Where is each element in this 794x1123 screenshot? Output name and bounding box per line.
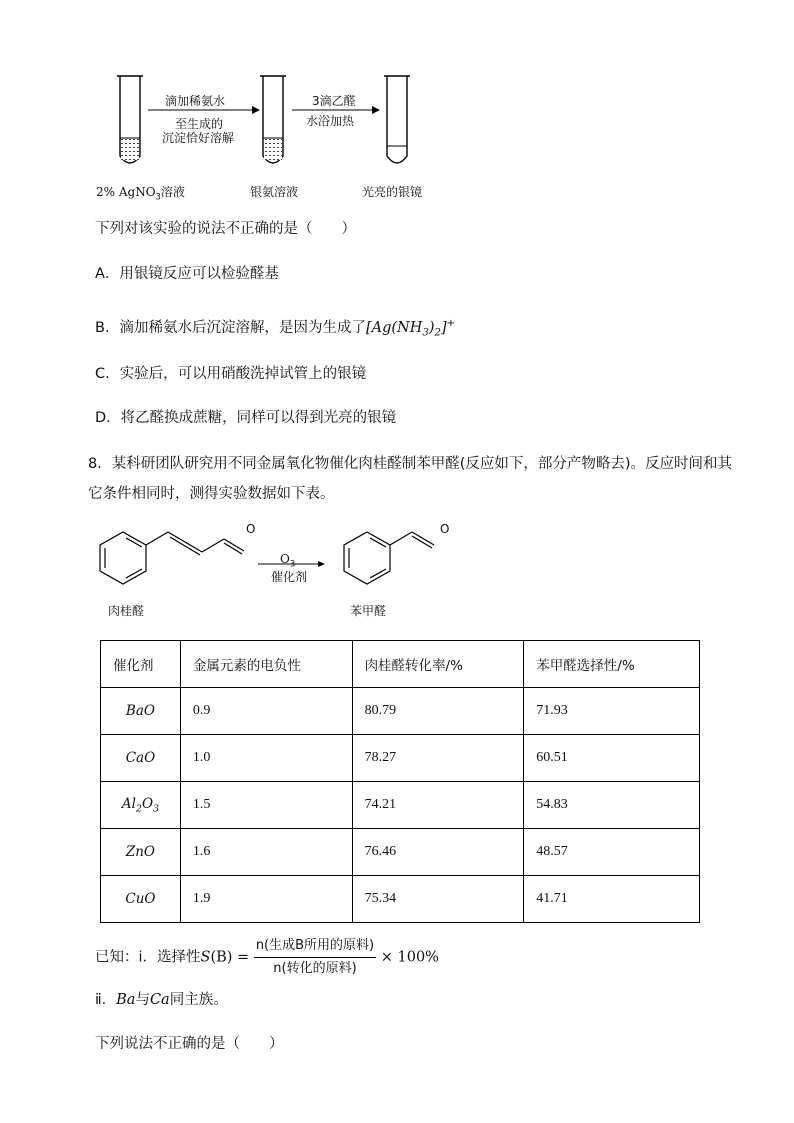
catalyst-cell: $Al_2O_3$ xyxy=(101,782,181,829)
catalyst-cell: ZnO xyxy=(101,829,181,876)
q8-question: 下列说法不正确的是（ ） xyxy=(95,1036,284,1052)
selectivity-cell: 41.71 xyxy=(524,876,700,923)
electronegativity-cell: 1.5 xyxy=(180,782,352,829)
test-tube-figure xyxy=(100,70,430,180)
table-header-row xyxy=(101,641,700,688)
conversion-cell: 74.21 xyxy=(352,782,524,829)
q7-stem: 下列对该实验的说法不正确的是（ ） xyxy=(95,221,356,237)
conversion-cell: 80.79 xyxy=(352,688,524,735)
selectivity-cell: 60.51 xyxy=(524,735,700,782)
test-tube-2 xyxy=(260,76,286,163)
tube3-label: 光亮的银镜 xyxy=(362,185,423,199)
selectivity-cell: 48.57 xyxy=(524,829,700,876)
selectivity-cell: 54.83 xyxy=(524,782,700,829)
q7-option-c: C．实验后，可以用硝酸洗掉试管上的银镜 xyxy=(95,366,367,382)
benzaldehyde-structure xyxy=(344,532,434,584)
reagent-label: $O_3$ xyxy=(280,552,296,569)
table-header-cell: 苯甲醛选择性/% xyxy=(524,641,700,688)
electronegativity-cell: 1.0 xyxy=(180,735,352,782)
electronegativity-cell: 1.6 xyxy=(180,829,352,876)
benzaldehyde-oxygen: O xyxy=(440,522,450,536)
table-row xyxy=(101,829,700,876)
cinnamaldehyde-structure xyxy=(100,532,244,584)
q7-option-d: D．将乙醛换成蔗糖，同样可以得到光亮的银镜 xyxy=(95,410,397,426)
known-i: 已知：ⅰ．选择性S(B) = $\frac{\text{n(生成B所用的原料)}}{\text{n(转化的原料)}}$ × 100% xyxy=(95,936,439,979)
table-header-cell: 催化剂 xyxy=(101,641,181,688)
cinnamaldehyde-oxygen: O xyxy=(246,522,256,536)
known-ii: ⅱ．Ba与Ca同主族。 xyxy=(95,992,228,1008)
conversion-cell: 75.34 xyxy=(352,876,524,923)
arrow1-bottom-label-2: 沉淀恰好溶解 xyxy=(162,131,235,145)
catalyst-label: 催化剂 xyxy=(271,570,308,584)
test-tube-1 xyxy=(117,76,143,163)
electronegativity-cell: 0.9 xyxy=(180,688,352,735)
q8-stem-line1: 8．某科研团队研究用不同金属氧化物催化肉桂醛制苯甲醛(反应如下，部分产物略去)。反应时间和其 xyxy=(88,456,733,472)
q7-option-b: B．滴加稀氨水后沉淀溶解，是因为生成了$[Ag(NH_3)_2]^+$ xyxy=(95,318,456,339)
selectivity-fraction: $\frac{\text{n(生成B所用的原料)}}{\text{n(转化的原料)}}$ xyxy=(255,938,375,976)
arrow2-top-label: 3滴乙醛 xyxy=(312,94,356,108)
electronegativity-cell: 1.9 xyxy=(180,876,352,923)
conversion-cell: 78.27 xyxy=(352,735,524,782)
table-row xyxy=(101,735,700,782)
tube1-label: 2% AgNO$_3$溶液 xyxy=(96,185,185,202)
table-header-cell: 金属元素的电负性 xyxy=(180,641,352,688)
table-header-cell: 肉桂醛转化率/% xyxy=(352,641,524,688)
product-name: 苯甲醛 xyxy=(350,604,387,618)
arrow1-bottom-label-1: 至生成的 xyxy=(175,117,224,131)
catalyst-cell: BaO xyxy=(101,688,181,735)
table-row xyxy=(101,688,700,735)
table-row xyxy=(101,876,700,923)
test-tube-3 xyxy=(384,76,410,163)
arrow2-bottom-label: 水浴加热 xyxy=(306,114,355,128)
table-row xyxy=(101,782,700,829)
selectivity-cell: 71.93 xyxy=(524,688,700,735)
q7-option-a: A．用银镜反应可以检验醛基 xyxy=(95,266,279,282)
q8-stem-line2: 它条件相同时，测得实验数据如下表。 xyxy=(88,486,335,502)
conversion-cell: 76.46 xyxy=(352,829,524,876)
arrow1-top-label: 滴加稀氨水 xyxy=(165,94,226,108)
reactant-name: 肉桂醛 xyxy=(108,604,145,618)
tube2-label: 银氨溶液 xyxy=(250,185,299,199)
catalyst-data-table xyxy=(100,640,700,923)
catalyst-cell: CaO xyxy=(101,735,181,782)
catalyst-cell: CuO xyxy=(101,876,181,923)
